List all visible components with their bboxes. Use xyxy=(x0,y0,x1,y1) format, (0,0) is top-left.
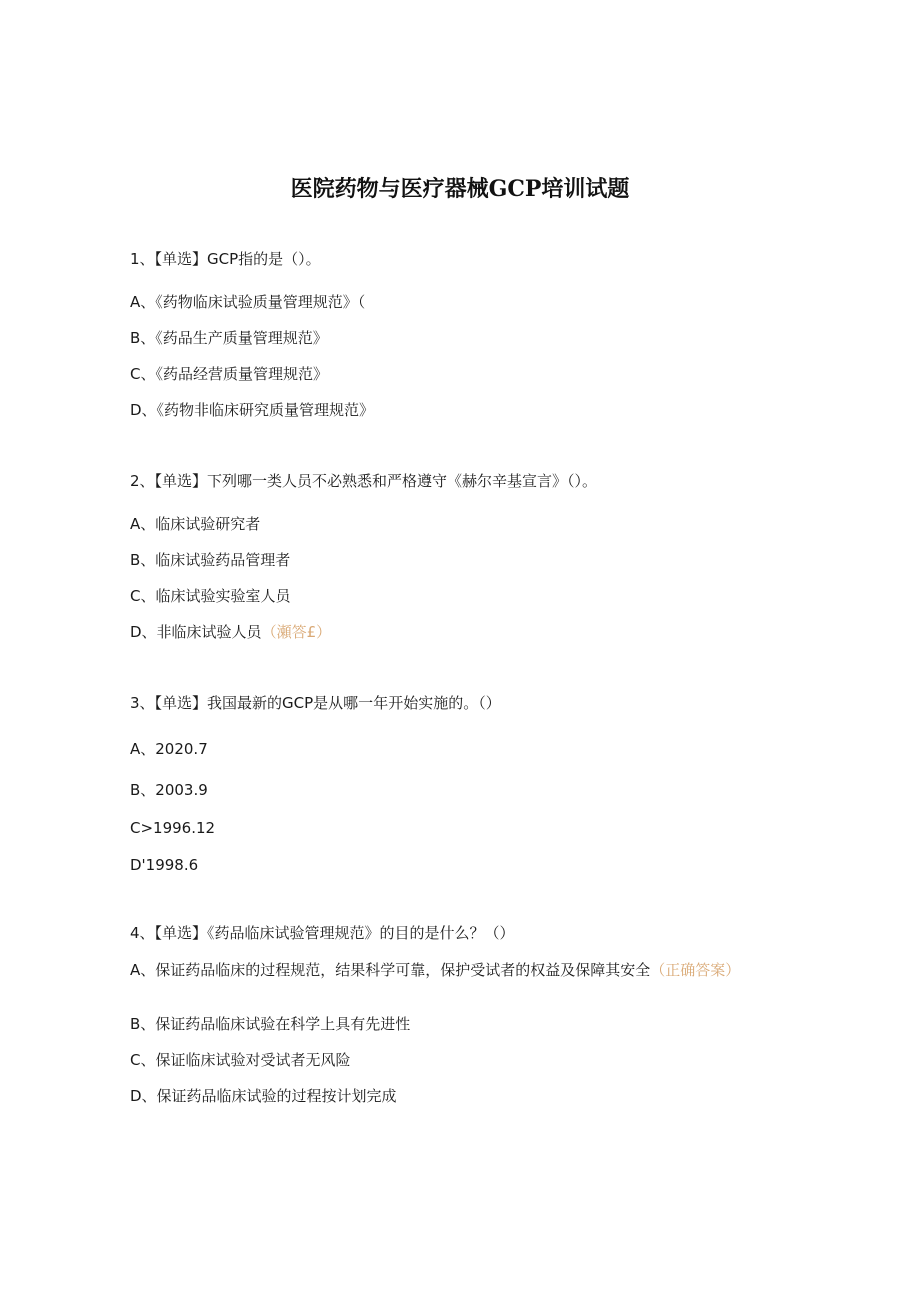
question-4-option-b: B、保证药品临床试验在科学上具有先进性 xyxy=(130,1015,411,1033)
question-4-answer-mark: （正确答案） xyxy=(650,961,741,979)
question-4-stem: 4、【单选】《药品临床试验管理规范》的目的是什么？（） xyxy=(130,924,515,942)
question-1-option-a: A、《药物临床试验质量管理规范》（ xyxy=(130,293,366,311)
question-3-option-b: B、2003.9 xyxy=(130,781,208,799)
question-4-option-d: D、保证药品临床试验的过程按计划完成 xyxy=(130,1087,397,1105)
question-4-option-c: C、保证临床试验对受试者无风险 xyxy=(130,1051,351,1069)
question-3-stem: 3、【单选】我国最新的GCP是从哪一年开始实施的。（） xyxy=(130,694,501,712)
question-2-option-b: B、临床试验药品管理者 xyxy=(130,551,291,569)
question-1-option-d: D、《药物非临床研究质量管理规范》 xyxy=(130,401,375,419)
question-2-option-c: C、临床试验实验室人员 xyxy=(130,587,291,605)
question-3-option-c: C>1996.12 xyxy=(130,819,216,837)
question-1-option-c: C、《药品经营质量管理规范》 xyxy=(130,365,328,383)
question-2-answer-mark: （瀬答£） xyxy=(261,623,332,641)
question-2-option-d xyxy=(130,621,331,643)
question-4-option-a xyxy=(130,958,780,982)
question-2-option-d-text: D、非临床试验人员 xyxy=(130,623,262,641)
question-1-option-b: B、《药品生产质量管理规范》 xyxy=(130,329,328,347)
question-1-stem: 1、【单选】GCP指的是（）。 xyxy=(130,250,321,268)
question-2-stem: 2、【单选】下列哪一类人员不必熟悉和严格遵守《赫尔辛基宣言》（）。 xyxy=(130,472,598,490)
question-3-option-d: D'1998.6 xyxy=(130,856,199,874)
document-title: 医院药物与医疗器械GCP培训试题 xyxy=(290,176,630,202)
question-2-option-a: A、临床试验研究者 xyxy=(130,515,261,533)
question-3-option-a: A、2020.7 xyxy=(130,740,208,758)
question-4-option-a-text: A、保证药品临床的过程规范，结果科学可靠，保护受试者的权益及保障其安全 xyxy=(130,961,651,979)
